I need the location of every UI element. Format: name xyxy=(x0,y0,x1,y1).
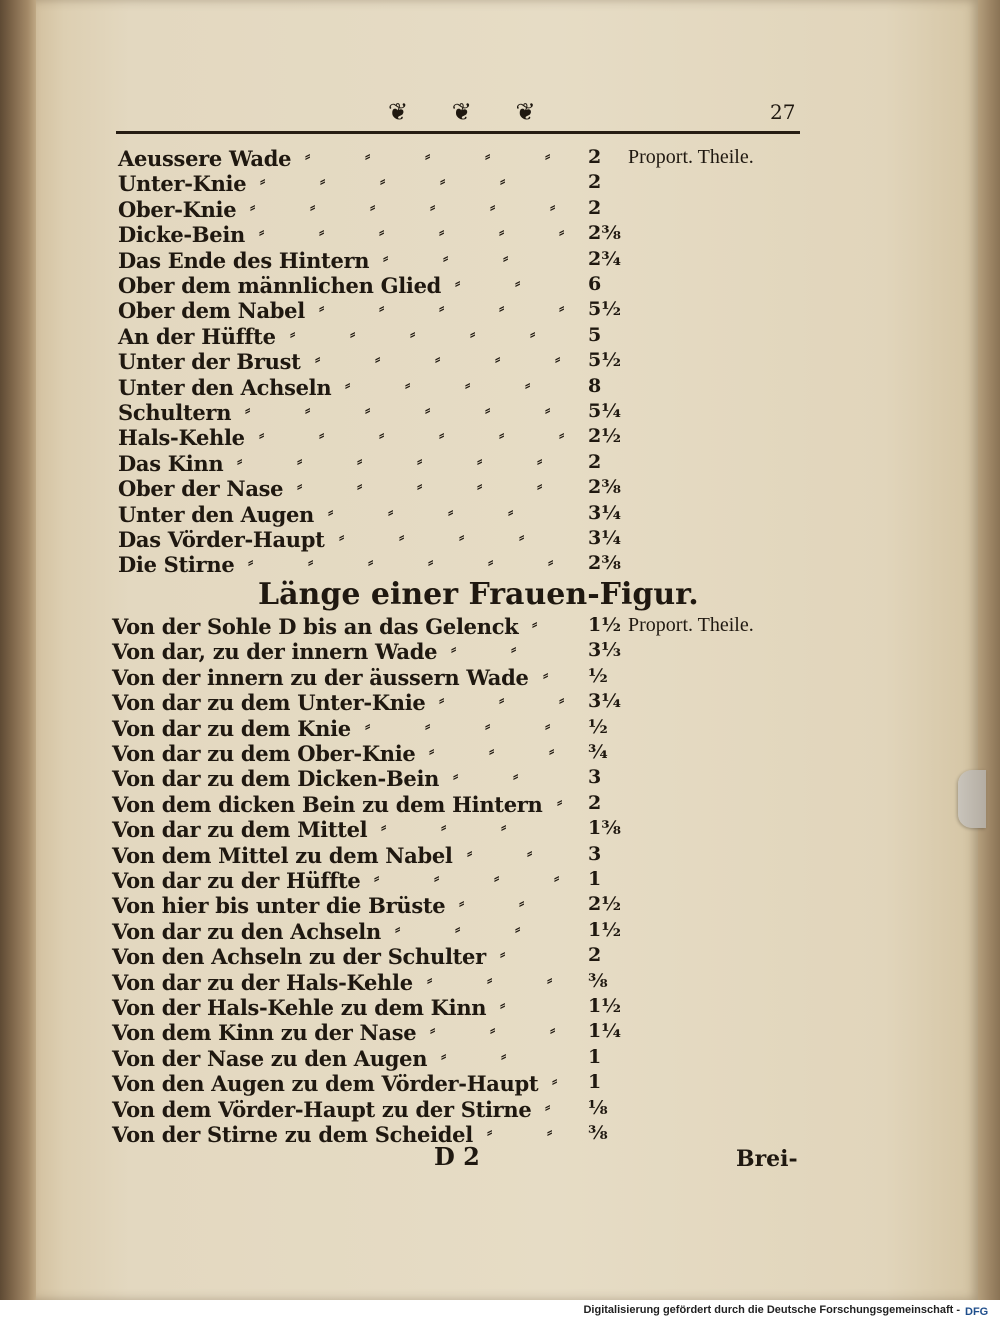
leader-dot: ⸗ xyxy=(499,425,505,445)
row-label: Von der Hals-Kehle zu dem Kinn xyxy=(112,995,487,1020)
leader-dot: ⸗ xyxy=(435,349,441,369)
row-label: Unter der Brust xyxy=(118,349,301,375)
leader-dot: ⸗ xyxy=(375,349,381,369)
leader-dot: ⸗ xyxy=(519,527,525,546)
row-label: Hals-Kehle xyxy=(118,425,245,451)
row-value: 2 xyxy=(588,791,602,814)
row-label: Das Kinn xyxy=(118,450,224,476)
leader-dot: ⸗ xyxy=(250,196,256,216)
row-value: 1 xyxy=(588,1071,602,1094)
row-label: Von der Stirne zu dem Scheidel xyxy=(112,1122,473,1147)
row-label: Unter-Knie xyxy=(118,171,247,197)
row-value: 2⅜ xyxy=(588,552,621,575)
page-edge xyxy=(978,0,1000,1300)
leader-dot: ⸗ xyxy=(547,1122,553,1141)
leader-dot: ⸗ xyxy=(494,868,500,887)
leader-dot: ⸗ xyxy=(399,527,405,546)
row-label: Von dar zu dem Knie xyxy=(112,715,351,741)
leader-dot: ⸗ xyxy=(365,146,371,165)
leader-dot: ⸗ xyxy=(547,969,553,989)
row-value: 2 xyxy=(588,196,602,219)
unit-label: Proport. Theile. xyxy=(628,614,754,636)
leader-dot: ⸗ xyxy=(388,501,394,521)
header-rule xyxy=(116,131,800,134)
leader-dot: ⸗ xyxy=(425,400,431,419)
leader-dot: ⸗ xyxy=(530,323,536,343)
leader-dot: ⸗ xyxy=(459,527,465,546)
row-value: 3 xyxy=(588,842,602,865)
leader-dot: ⸗ xyxy=(451,639,457,659)
leader-dot: ⸗ xyxy=(440,171,446,191)
leader-dot: ⸗ xyxy=(559,425,565,445)
leader-dot: ⸗ xyxy=(487,1122,493,1141)
leader-dot: ⸗ xyxy=(439,425,445,445)
leader-dot: ⸗ xyxy=(427,969,433,989)
leader-dot: ⸗ xyxy=(552,1071,558,1091)
leader-dot: ⸗ xyxy=(490,1020,496,1040)
row-label: Von dem dicken Bein zu dem Hintern xyxy=(112,791,543,817)
row-value: 1½ xyxy=(588,995,622,1017)
signature-mark: D 2 xyxy=(434,1142,480,1171)
leader-dot: ⸗ xyxy=(319,298,325,318)
row-value: 3¼ xyxy=(588,501,622,524)
leader-dot: ⸗ xyxy=(328,501,334,521)
leader-dot: ⸗ xyxy=(490,196,496,216)
row-label: An der Hüffte xyxy=(118,323,276,349)
leader-dot: ⸗ xyxy=(477,450,483,470)
leader-dot: ⸗ xyxy=(297,476,303,496)
leader-dot: ⸗ xyxy=(308,552,314,572)
row-label: Von dar, zu der innern Wade xyxy=(112,639,438,665)
leader-dot: ⸗ xyxy=(425,146,431,165)
row-label: Von dem Vörder-Haupt zu der Stirne xyxy=(112,1096,532,1122)
leader-dot: ⸗ xyxy=(237,450,243,470)
leader-dot: ⸗ xyxy=(430,196,436,216)
leader-dot: ⸗ xyxy=(320,171,326,191)
row-value: 3¼ xyxy=(588,690,622,713)
leader-dot: ⸗ xyxy=(305,146,311,165)
leader-dot: ⸗ xyxy=(374,868,380,887)
row-label: Ober der Nase xyxy=(118,476,284,502)
leader-dot: ⸗ xyxy=(245,400,251,419)
leader-dot: ⸗ xyxy=(549,741,555,760)
leader-dot: ⸗ xyxy=(319,425,325,445)
leader-dot: ⸗ xyxy=(545,715,551,735)
leader-dot: ⸗ xyxy=(434,868,440,887)
leader-dot: ⸗ xyxy=(439,690,445,710)
leader-dot: ⸗ xyxy=(557,791,563,811)
leader-dot: ⸗ xyxy=(357,476,363,496)
row-value: 1 xyxy=(588,1045,602,1068)
row-label: Schultern xyxy=(118,400,232,425)
row-value: 2⅜ xyxy=(588,222,621,245)
dfg-logo xyxy=(964,1304,994,1317)
leader-dot: ⸗ xyxy=(417,450,423,470)
leader-dot: ⸗ xyxy=(410,323,416,343)
unit-label: Proport. Theile. xyxy=(628,146,754,168)
leader-dot: ⸗ xyxy=(485,715,491,735)
row-value: 2¾ xyxy=(588,247,622,270)
row-label: Von dar zu den Achseln xyxy=(112,918,381,944)
row-value: 3¼ xyxy=(588,527,622,549)
leader-dot: ⸗ xyxy=(532,614,538,633)
row-label: Von der Sohle D bis an das Gelenck xyxy=(112,614,519,639)
row-value: ⅜ xyxy=(588,969,608,992)
row-label: Von dar zu dem Unter-Knie xyxy=(112,690,426,716)
row-value: 2 xyxy=(588,944,602,967)
section-heading: Länge einer Frauen-Figur. xyxy=(258,577,699,612)
leader-dot: ⸗ xyxy=(260,171,266,191)
leader-dot: ⸗ xyxy=(543,664,549,684)
row-value: 2 xyxy=(588,171,602,194)
svg-text:DFG: DFG xyxy=(965,1306,989,1317)
leader-dot: ⸗ xyxy=(381,817,387,837)
leader-dot: ⸗ xyxy=(465,374,471,394)
leader-dot: ⸗ xyxy=(259,222,265,242)
row-label: Von den Achseln zu der Schulter xyxy=(112,944,486,970)
row-value: 2⅜ xyxy=(588,476,621,499)
row-value: 8 xyxy=(588,374,602,397)
leader-dot: ⸗ xyxy=(488,552,494,572)
row-label: Ober dem männlichen Glied xyxy=(118,273,442,298)
leader-dot: ⸗ xyxy=(417,476,423,496)
leader-dot: ⸗ xyxy=(513,766,519,786)
row-label: Von dar zu der Hüffte xyxy=(112,868,361,893)
leader-dot: ⸗ xyxy=(430,1020,436,1040)
leader-dot: ⸗ xyxy=(443,247,449,267)
leader-dot: ⸗ xyxy=(511,639,517,659)
leader-dot: ⸗ xyxy=(339,527,345,546)
row-value: 1 xyxy=(588,868,602,890)
row-label: Von dem Mittel zu dem Nabel xyxy=(112,842,453,868)
row-label: Von dar zu dem Mittel xyxy=(112,817,368,843)
leader-dot: ⸗ xyxy=(459,893,465,913)
leader-dot: ⸗ xyxy=(319,222,325,242)
footer-credit: Digitalisierung gefördert durch die Deutsche Forschungsgemeinschaft - xyxy=(583,1304,960,1316)
row-label: Die Stirne xyxy=(118,552,235,578)
leader-dot: ⸗ xyxy=(499,690,505,710)
leader-dot: ⸗ xyxy=(345,374,351,394)
leader-dot: ⸗ xyxy=(499,298,505,318)
leader-dot: ⸗ xyxy=(357,450,363,470)
leader-dot: ⸗ xyxy=(477,476,483,496)
row-value: 5½ xyxy=(588,298,622,321)
row-value: 1¼ xyxy=(588,1020,622,1043)
leader-dot: ⸗ xyxy=(503,247,509,267)
row-value: 2½ xyxy=(588,425,622,448)
leader-dot: ⸗ xyxy=(500,995,506,1014)
row-label: Aeussere Wade xyxy=(118,146,292,171)
row-value: 5 xyxy=(588,323,602,346)
row-value: ½ xyxy=(588,664,608,687)
leader-dot: ⸗ xyxy=(425,715,431,735)
row-label: Von der innern zu der äussern Wade xyxy=(112,664,529,690)
leader-dot: ⸗ xyxy=(485,400,491,419)
row-label: Ober dem Nabel xyxy=(118,298,305,324)
row-value: 2 xyxy=(588,450,602,473)
row-value: 2½ xyxy=(588,893,622,916)
leader-dot: ⸗ xyxy=(455,273,461,292)
leader-dot: ⸗ xyxy=(455,918,461,938)
leader-dot: ⸗ xyxy=(545,400,551,419)
leader-dot: ⸗ xyxy=(395,918,401,938)
leader-dot: ⸗ xyxy=(441,1045,447,1065)
row-label: Unter den Augen xyxy=(118,501,315,527)
leader-dot: ⸗ xyxy=(305,400,311,419)
leader-dot: ⸗ xyxy=(508,501,514,521)
leader-dot: ⸗ xyxy=(489,741,495,760)
row-label: Von hier bis unter die Brüste xyxy=(112,893,446,919)
leader-dot: ⸗ xyxy=(259,425,265,445)
row-value: 3⅓ xyxy=(588,639,621,662)
leader-dot: ⸗ xyxy=(315,349,321,369)
row-value: ⅜ xyxy=(588,1122,608,1144)
leader-dot: ⸗ xyxy=(545,146,551,165)
leader-dot: ⸗ xyxy=(554,868,560,887)
leader-dot: ⸗ xyxy=(550,196,556,216)
leader-dot: ⸗ xyxy=(428,552,434,572)
row-value: 1½ xyxy=(588,614,622,636)
leader-dot: ⸗ xyxy=(467,842,473,862)
row-label: Unter den Achseln xyxy=(118,374,332,400)
leader-dot: ⸗ xyxy=(550,1020,556,1040)
leader-dot: ⸗ xyxy=(248,552,254,572)
footer-bar xyxy=(0,1300,1000,1322)
leader-dot: ⸗ xyxy=(559,298,565,318)
row-value: 5¼ xyxy=(588,400,622,422)
leader-dot: ⸗ xyxy=(380,171,386,191)
leader-dot: ⸗ xyxy=(383,247,389,267)
leader-dot: ⸗ xyxy=(487,969,493,989)
leader-dot: ⸗ xyxy=(500,171,506,191)
leader-dot: ⸗ xyxy=(499,222,505,242)
leader-dot: ⸗ xyxy=(485,146,491,165)
leader-dot: ⸗ xyxy=(441,817,447,837)
leader-dot: ⸗ xyxy=(429,741,435,760)
leader-dot: ⸗ xyxy=(537,450,543,470)
leader-dot: ⸗ xyxy=(350,323,356,343)
leader-dot: ⸗ xyxy=(368,552,374,572)
leader-dot: ⸗ xyxy=(545,1096,551,1116)
leader-dot: ⸗ xyxy=(365,715,371,735)
leader-dot: ⸗ xyxy=(559,222,565,242)
ornament: ❦ ❦ ❦ xyxy=(388,98,554,126)
leader-dot: ⸗ xyxy=(370,196,376,216)
leader-dot: ⸗ xyxy=(365,400,371,419)
row-value: 6 xyxy=(588,273,602,295)
leader-dot: ⸗ xyxy=(548,552,554,572)
leader-dot: ⸗ xyxy=(448,501,454,521)
page-number: 27 xyxy=(770,100,796,124)
leader-dot: ⸗ xyxy=(527,842,533,862)
row-value: 2 xyxy=(588,146,602,168)
leader-dot: ⸗ xyxy=(515,273,521,292)
leader-dot: ⸗ xyxy=(379,425,385,445)
leader-dot: ⸗ xyxy=(379,222,385,242)
row-value: ⅛ xyxy=(588,1096,608,1119)
leader-dot: ⸗ xyxy=(310,196,316,216)
leader-dot: ⸗ xyxy=(500,944,506,964)
row-label: Von dar zu dem Dicken-Bein xyxy=(112,766,440,792)
leader-dot: ⸗ xyxy=(515,918,521,938)
row-value: 1⅜ xyxy=(588,817,621,840)
leader-dot: ⸗ xyxy=(559,690,565,710)
leader-dot: ⸗ xyxy=(290,323,296,343)
leader-dot: ⸗ xyxy=(525,374,531,394)
leader-dot: ⸗ xyxy=(439,298,445,318)
row-label: Von der Nase zu den Augen xyxy=(112,1045,428,1071)
row-label: Ober-Knie xyxy=(118,196,237,222)
leader-dot: ⸗ xyxy=(405,374,411,394)
row-value: 1½ xyxy=(588,918,622,941)
leader-dot: ⸗ xyxy=(495,349,501,369)
row-value: 3 xyxy=(588,766,602,789)
row-value: 5½ xyxy=(588,349,622,372)
catchword: Brei- xyxy=(736,1146,798,1172)
page-marker-tab xyxy=(958,770,986,828)
leader-dot: ⸗ xyxy=(555,349,561,369)
row-value: ¾ xyxy=(588,741,608,763)
book-gutter xyxy=(0,0,40,1300)
row-label: Das Ende des Hintern xyxy=(118,247,370,273)
leader-dot: ⸗ xyxy=(297,450,303,470)
leader-dot: ⸗ xyxy=(470,323,476,343)
leader-dot: ⸗ xyxy=(439,222,445,242)
row-value: ½ xyxy=(588,715,608,738)
leader-dot: ⸗ xyxy=(453,766,459,786)
row-label: Von dar zu dem Ober-Knie xyxy=(112,741,416,766)
leader-dot: ⸗ xyxy=(537,476,543,496)
leader-dot: ⸗ xyxy=(519,893,525,913)
row-label: Von dem Kinn zu der Nase xyxy=(112,1020,417,1046)
leader-dot: ⸗ xyxy=(501,817,507,837)
row-label: Von den Augen zu dem Vörder-Haupt xyxy=(112,1071,539,1097)
leader-dot: ⸗ xyxy=(501,1045,507,1065)
row-label: Von dar zu der Hals-Kehle xyxy=(112,969,413,995)
leader-dot: ⸗ xyxy=(379,298,385,318)
row-label: Das Vörder-Haupt xyxy=(118,527,325,552)
row-label: Dicke-Bein xyxy=(118,222,245,248)
